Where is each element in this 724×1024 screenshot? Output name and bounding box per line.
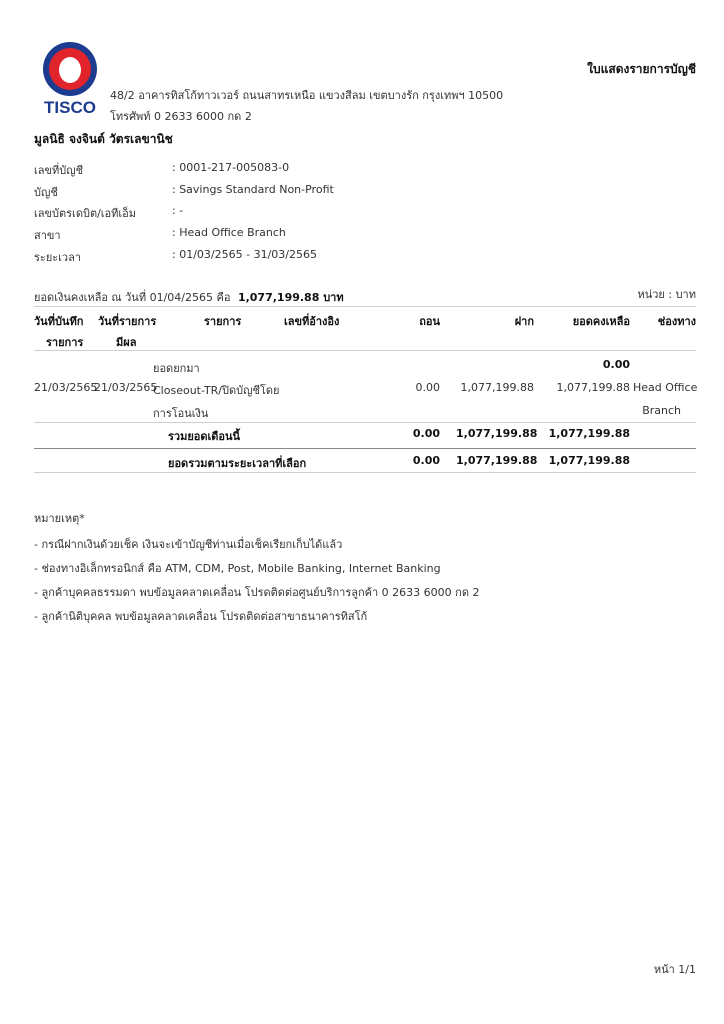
row-description: Closeout-TR/ปิดบัญชีโดย [153, 384, 280, 397]
balance-label: ยอดเงินคงเหลือ ณ วันที่ 01/04/2565 คือ [34, 291, 231, 304]
brought-forward-balance: 0.00 [602, 358, 630, 371]
info-value-account-type: : Savings Standard Non-Profit [172, 183, 334, 196]
page-number: หน้า 1/1 [653, 963, 696, 976]
header-record-date-line2: รายการ [46, 336, 84, 349]
row-bottom-rule [34, 422, 696, 423]
row-effective-date: 21/03/2565 [94, 381, 158, 394]
account-holder-name: มูลนิธิ จงจินต์ วัตรเลขานิช [34, 132, 173, 146]
note-item: - ลูกค้านิติบุคคล พบข้อมูลคลาดเคลื่อน โปรดติดต่อสาขาธนาคารทิสโก้ [34, 610, 368, 623]
header-effective-date: วันที่รายการ [98, 315, 157, 328]
note-item: - ลูกค้าบุคคลธรรมดา พบข้อมูลคลาดเคลื่อน โปรดติดต่อศูนย์บริการลูกค้า 0 2633 6000 กด 2 [34, 586, 480, 599]
info-label-period: ระยะเวลา [34, 251, 82, 264]
row-record-date: 21/03/2565 [34, 381, 98, 394]
info-value-branch: : Head Office Branch [172, 226, 286, 239]
month-total-balance: 1,077,199.88 [548, 427, 630, 440]
header-bottom-rule [34, 350, 696, 351]
logo-text: TISCO [44, 98, 96, 117]
period-total-deposit: 1,077,199.88 [456, 454, 538, 467]
header-balance: ยอดคงเหลือ [572, 315, 630, 328]
header-effective-date-line2: มีผล [116, 336, 137, 349]
row-channel-line2: Branch [642, 404, 681, 417]
tisco-logo-mark-icon [40, 40, 100, 100]
header-channel: ช่องทาง [657, 315, 696, 328]
month-total-withdraw: 0.00 [412, 427, 440, 440]
document-title: ใบแสดงรายการบัญชี [587, 62, 696, 76]
info-label-card-number: เลขบัตรเดบิต/เอทีเอ็ม [34, 207, 137, 220]
table-bottom-rule [34, 472, 696, 473]
balance-line [34, 288, 344, 306]
period-total-label: ยอดรวมตามระยะเวลาที่เลือก [168, 457, 307, 470]
currency-unit: หน่วย : บาท [637, 288, 696, 301]
row-channel: Head Office [633, 381, 698, 394]
info-label-account-number: เลขที่บัญชี [34, 164, 84, 177]
row-description-line2: การโอนเงิน [153, 407, 209, 420]
month-total-rule [34, 448, 696, 449]
header-deposit: ฝาก [514, 315, 534, 328]
info-value-period: : 01/03/2565 - 31/03/2565 [172, 248, 317, 261]
row-deposit: 1,077,199.88 [460, 381, 534, 394]
info-label-branch: สาขา [34, 229, 61, 242]
header-reference: เลขที่อ้างอิง [284, 315, 340, 328]
bank-phone: โทรศัพท์ 0 2633 6000 กด 2 [110, 110, 252, 123]
month-total-deposit: 1,077,199.88 [456, 427, 538, 440]
balance-amount: 1,077,199.88 บาท [237, 291, 344, 304]
table-top-rule [34, 306, 696, 307]
month-total-label: รวมยอดเดือนนี้ [168, 430, 241, 443]
header-withdraw: ถอน [419, 315, 440, 328]
row-withdraw: 0.00 [415, 381, 440, 394]
notes-title: หมายเหตุ* [34, 512, 85, 525]
bank-address: 48/2 อาคารทิสโก้ทาวเวอร์ ถนนสาทรเหนือ แขวงสีลม เขตบางรัก กรุงเทพฯ 10500 [110, 89, 504, 102]
header-record-date-line1: วันที่บันทึก [34, 315, 84, 328]
period-total-withdraw: 0.00 [412, 454, 440, 467]
info-value-card-number: : - [172, 204, 184, 217]
note-item: - ช่องทางอิเล็กทรอนิกส์ คือ ATM, CDM, Post, Mobile Banking, Internet Banking [34, 562, 441, 575]
brought-forward-label: ยอดยกมา [153, 362, 200, 375]
period-total-balance: 1,077,199.88 [548, 454, 630, 467]
info-label-account-type: บัญชี [34, 186, 58, 199]
header-record-date [34, 312, 83, 330]
tisco-logo [40, 40, 100, 120]
row-balance: 1,077,199.88 [556, 381, 630, 394]
header-description: รายการ [204, 315, 242, 328]
info-value-account-number: : 0001-217-005083-0 [172, 161, 290, 174]
note-item: - กรณีฝากเงินด้วยเช็ค เงินจะเข้าบัญชีท่านเมื่อเช็คเรียกเก็บได้แล้ว [34, 538, 343, 551]
